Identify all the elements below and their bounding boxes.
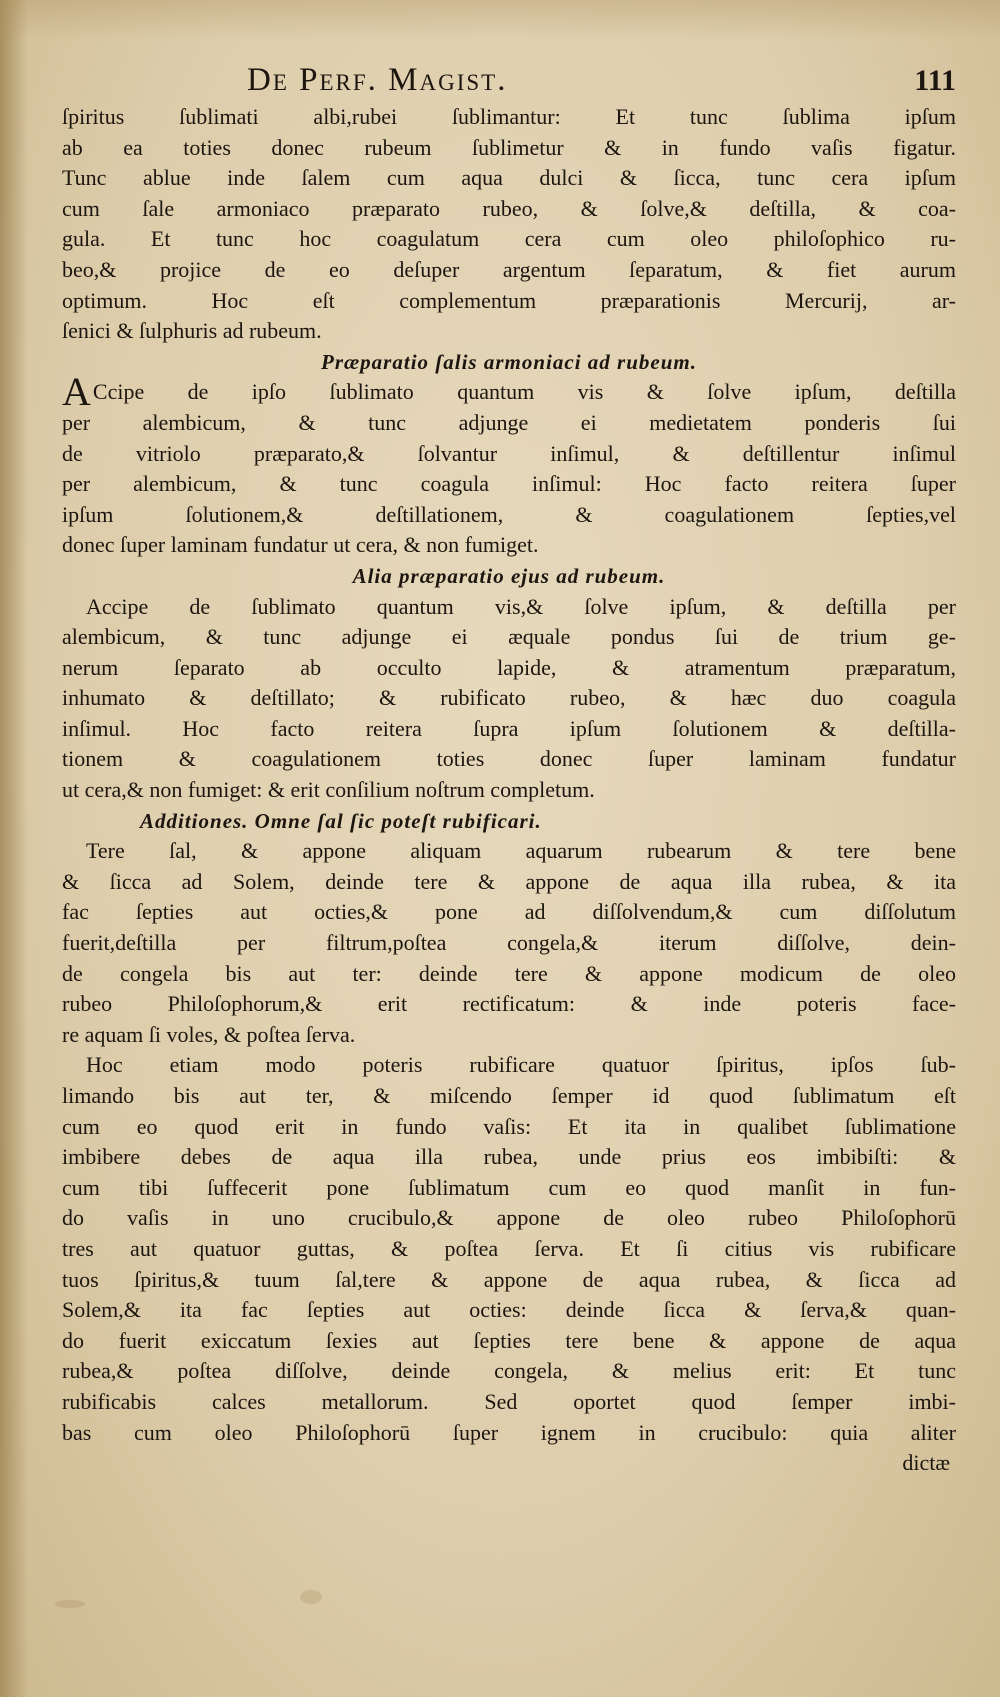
text-line: rubea,& poſtea diſſolve, deinde congela, & melius erit: Et tunc	[62, 1358, 956, 1384]
text-line: do fuerit exiccatum ſexies aut ſepties tere bene & appone de aqua	[62, 1327, 956, 1353]
section-heading: Additiones. Omne ſal ſic poteſt rubificari.	[140, 808, 542, 833]
text-line: donec ſuper laminam fundatur ut cera, & non fumiget.	[62, 532, 539, 558]
ink-smudge	[55, 1600, 85, 1608]
text-line: limando bis aut ter, & miſcendo ſemper id quod ſublimatum eſt	[62, 1083, 956, 1108]
catchword: dictæ	[902, 1450, 950, 1476]
drop-capital: A	[62, 369, 91, 415]
text-line: per alembicum, & tunc adjunge ei medietatem ponderis ſui	[62, 409, 956, 435]
running-title: De Perf. Magist.	[247, 62, 508, 98]
text-line: ſenici & ſulphuris ad rubeum.	[62, 318, 322, 344]
page-number: 111	[914, 64, 956, 97]
text-line: re aquam ſi voles, & poſtea ſerva.	[62, 1021, 356, 1047]
text-line: optimum. Hoc eſt complementum præparationis Mercurij, ar-	[62, 287, 956, 313]
page-top-stain	[0, 0, 1000, 40]
text-line: ipſum ſolutionem,& deſtillationem, & coagulationem ſepties,vel	[62, 501, 956, 527]
text-line: Ccipe de ipſo ſublimato quantum vis & ſolve ipſum, deſtilla	[92, 379, 956, 405]
page-edge-shadow	[0, 0, 28, 1697]
running-header	[62, 62, 956, 100]
text-line: do vaſis in uno crucibulo,& appone de oleo rubeo Philoſophorū	[62, 1205, 956, 1231]
text-line: & ſicca ad Solem, deinde tere & appone de aqua illa rubea, & ita	[62, 868, 956, 894]
paragraph-3	[62, 592, 956, 806]
text-line: tuos ſpiritus,& tuum ſal,tere & appone de aqua rubea, & ſicca ad	[62, 1266, 956, 1292]
text-line: Accipe de ſublimato quantum vis,& ſolve ipſum, & deſtilla per	[86, 593, 956, 619]
text-line: Hoc etiam modo poteris rubificare quatuor ſpiritus, ipſos ſub-	[86, 1052, 956, 1078]
text-line: inhumato & deſtillato; & rubificato rubeo, & hæc duo coagula	[62, 685, 956, 711]
text-line: de congela bis aut ter: deinde tere & appone modicum de oleo	[62, 960, 956, 986]
text-line: alembicum, & tunc adjunge ei æquale pondus ſui de trium ge-	[62, 624, 956, 650]
text-line: gula. Et tunc hoc coagulatum cera cum oleo philoſophico ru-	[62, 226, 956, 252]
text-line: Solem,& ita fac ſepties aut octies: deinde ſicca & ſerva,& quan-	[62, 1297, 956, 1323]
page-text-block	[62, 62, 956, 1479]
text-line: rubeo Philoſophorum,& erit rectificatum: & inde poteris face-	[62, 991, 956, 1017]
text-line: nerum ſeparato ab occulto lapide, & atramentum præparatum,	[62, 654, 956, 680]
text-line: Tunc ablue inde ſalem cum aqua dulci & ſicca, tunc cera ipſum	[62, 165, 956, 191]
text-line: tionem & coagulationem toties donec ſuper laminam fundatur	[62, 746, 956, 772]
text-line: tres aut quatuor guttas, & poſtea ſerva. Et ſi citius vis rubificare	[62, 1235, 956, 1261]
paragraph-2	[62, 369, 956, 561]
text-line: fuerit,deſtilla per filtrum,poſtea congela,& iterum diſſolve, dein-	[62, 930, 956, 956]
ink-smudge	[300, 1590, 322, 1604]
text-line: rubificabis calces metallorum. Sed oportet quod ſemper imbi-	[62, 1388, 956, 1414]
text-line: inſimul. Hoc facto reitera ſupra ipſum ſolutionem & deſtilla-	[62, 715, 956, 741]
text-line: ſpiritus ſublimati albi,rubei ſublimantur: Et tunc ſublima ipſum	[62, 104, 956, 129]
text-line: de vitriolo præparato,& ſolvantur inſimul, & deſtillentur inſimul	[62, 440, 956, 466]
text-line: fac ſepties aut octies,& pone ad diſſolvendum,& cum diſſolutum	[62, 899, 956, 925]
text-line: ab ea toties donec rubeum ſublimetur & in fundo vaſis figatur.	[62, 134, 956, 160]
text-line: cum ſale armoniaco præparato rubeo, & ſolve,& deſtilla, & coa-	[62, 195, 956, 221]
section-heading: Alia præparatio ejus ad rubeum.	[352, 563, 666, 588]
text-line: beo,& projice de eo deſuper argentum ſeparatum, & fiet aurum	[62, 256, 956, 282]
paragraph-5	[62, 1050, 956, 1448]
paragraph-1	[62, 102, 956, 347]
text-line: ut cera,& non fumiget: & erit conſilium noſtrum completum.	[62, 777, 595, 803]
section-heading: Præparatio ſalis armoniaci ad rubeum.	[321, 349, 697, 374]
text-line: cum tibi ſuffecerit pone ſublimatum cum eo quod manſit in fun-	[62, 1174, 956, 1200]
paragraph-4	[62, 836, 956, 1050]
text-line: per alembicum, & tunc coagula inſimul: Hoc facto reitera ſuper	[62, 471, 956, 497]
text-line: Tere ſal, & appone aliquam aquarum rubearum & tere bene	[86, 838, 956, 864]
text-line: cum eo quod erit in fundo vaſis: Et ita in qualibet ſublimatione	[62, 1113, 956, 1139]
text-line: imbibere debes de aqua illa rubea, unde prius eos imbibiſti: &	[62, 1144, 956, 1170]
text-line: bas cum oleo Philoſophorū ſuper ignem in crucibulo: quia aliter	[62, 1419, 956, 1445]
